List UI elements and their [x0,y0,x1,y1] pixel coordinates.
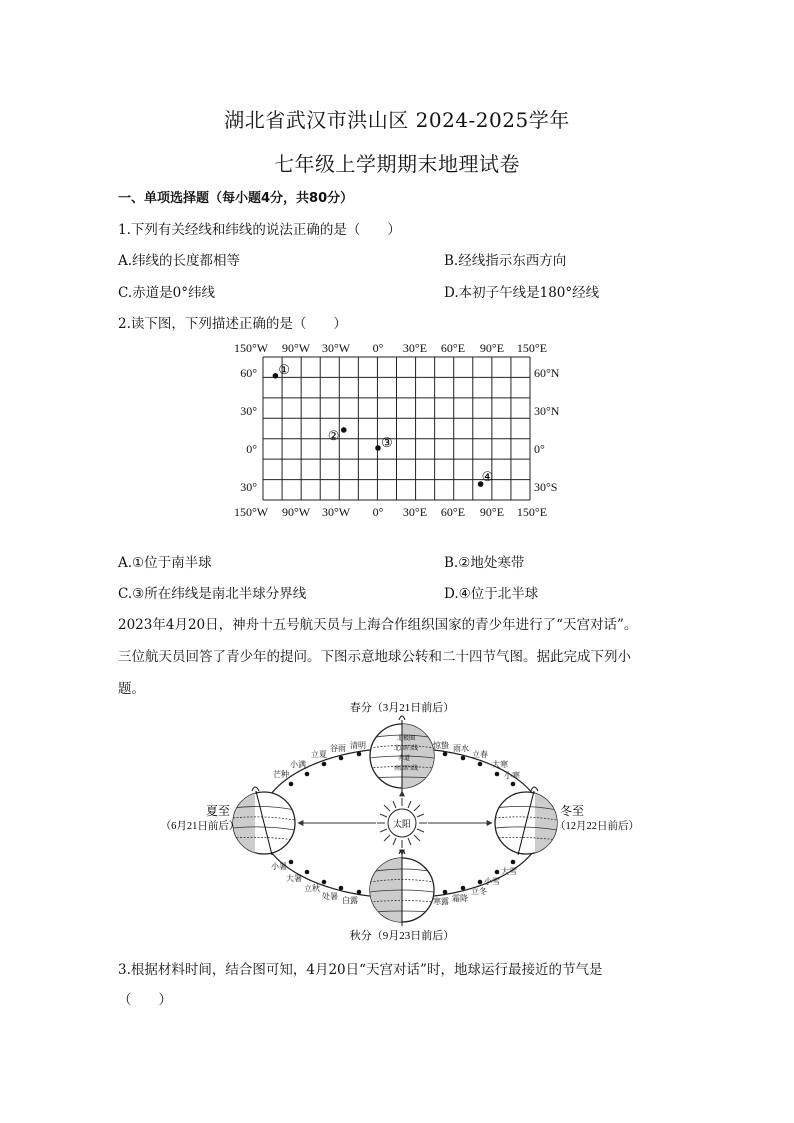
solar-term-dot [322,762,327,767]
solar-term-label: 霜降 [452,894,468,903]
solar-term-dot [357,752,362,757]
top-lon-label: 150°E [516,341,548,355]
passage-line-2: 三位航天员回答了青少年的提问。下图示意地球公转和二十四节气图。据此完成下列小 [118,649,631,665]
solar-term-dot [305,870,310,875]
solar-term-dot [289,860,294,865]
left-lat-label: 30° [240,480,257,494]
top-lon-label: 30°E [402,341,428,355]
solar-term-label: 雨水 [453,744,469,753]
earth-orbit-solar-terms-figure [140,698,660,948]
left-lat-label: 0° [246,442,257,456]
q2-stem: 2.读下图，下列描述正确的是（ ） [118,316,347,332]
autumn-equinox-label: 秋分（9月23日前后） [349,930,455,942]
sun-icon [377,798,427,848]
globe-label: 赤道 [397,756,411,762]
summer-solstice-globe [161,787,295,855]
q1-option-c: C.赤道是0°纬线 [118,285,215,301]
solar-term-label: 立冬 [471,887,487,896]
q1-option-a: A.纬线的长度都相等 [118,253,241,269]
q3-stem: 3.根据材料时间，结合图可知，4月20日“天宫对话”时，地球运行最接近的节气是 [118,962,603,978]
solar-term-dot [511,860,516,865]
bottom-lon-label: 150°E [516,505,548,519]
q2-option-c: C.③所在纬线是南北半球分界线 [118,586,307,602]
bottom-lon-label: 150°W [233,505,269,519]
bottom-lon-label: 60°E [440,505,466,519]
solar-term-dot [461,756,466,761]
q1-stem: 1.下列有关经线和纬线的说法正确的是（ ） [118,222,401,238]
solar-term-label: 谷雨 [330,744,346,753]
section-heading: 一、单项选择题（每小题4分，共80分） [118,191,354,206]
bottom-lon-label: 90°W [281,505,311,519]
solar-term-label: 白露 [342,896,358,905]
globe-label: 北回归线 [393,746,419,752]
top-lon-label: 30°W [321,341,351,355]
solar-term-label: 小暑 [271,862,287,871]
solar-term-label: 立春 [472,750,488,759]
solar-term-label: 立夏 [311,750,327,759]
solar-term-label: 处暑 [322,892,338,901]
q1-option-d: D.本初子午线是180°经线 [444,285,600,301]
summer-solstice-date: （6月21日前后） [160,821,240,832]
right-lat-label: 30°S [534,480,558,494]
solar-term-dot [443,752,448,757]
solar-term-dot [461,886,466,891]
solar-term-label: 大寒 [492,760,508,769]
winter-solstice-date: （12月22日前后） [555,821,639,832]
passage-line-1: 2023年4月20日，神舟十五号航天员与上海合作组织国家的青少年进行了“天宫对话”。 [118,617,638,633]
solar-term-dot [478,762,483,767]
solar-term-label: 大暑 [286,874,302,883]
solar-term-dot [339,886,344,891]
grid-point [273,373,279,379]
right-lat-label: 60°N [534,366,560,380]
top-lon-label: 0° [372,341,384,355]
solar-term-dot [495,772,500,777]
solar-term-label: 小寒 [504,771,520,780]
globe-label: 南回归线 [393,766,419,772]
passage-line-3: 题。 [118,681,145,697]
solar-term-dot [478,880,483,885]
lat-lon-grid-figure [225,337,565,523]
page-title: 湖北省武汉市洪山区 2024-2025学年 [224,108,570,132]
top-lon-label: 90°E [479,341,505,355]
right-lat-label: 0° [534,442,545,456]
spring-equinox-label: 春分（3月21日前后） [349,702,455,714]
top-lon-label: 60°E [440,341,466,355]
solar-term-dot [511,782,516,787]
q2-option-d: D.④位于北半球 [444,586,539,602]
solar-term-label: 寒露 [433,897,449,906]
winter-solstice-label: 冬至 [559,804,585,818]
solar-term-label: 小满 [290,760,306,769]
q2-option-a: A.①位于南半球 [118,555,212,571]
grid-point-label: ③ [381,435,393,450]
grid-point-label: ② [327,427,340,443]
grid-points [273,362,494,487]
grid-point-label: ④ [481,469,494,485]
solar-term-label: 小雪 [484,877,500,886]
solar-term-label: 惊蛰 [433,741,449,750]
left-lat-label: 60° [240,366,257,380]
q1-option-b: B.经线指示东西方向 [444,253,567,269]
solar-term-label: 大雪 [501,867,517,876]
solar-term-dot [339,756,344,761]
page-subtitle: 七年级上学期期末地理试卷 [274,152,520,176]
solar-term-dot [305,772,310,777]
left-lat-label: 30° [240,404,257,418]
grid-point [341,427,347,433]
bottom-lon-label: 30°W [321,505,351,519]
solar-term-label: 清明 [350,741,366,750]
bottom-lon-label: 0° [372,505,384,519]
solar-term-label: 立秋 [304,884,320,893]
solar-term-dot [289,782,294,787]
globe-label: 北极圈 [396,736,416,742]
solar-term-dot [357,890,362,895]
solar-term-dot [495,870,500,875]
bottom-lon-label: 30°E [402,505,428,519]
q2-option-b: B.②地处寒带 [444,555,525,571]
solar-term-label: 芒种 [273,770,289,779]
solar-term-dot [322,880,327,885]
solar-term-dot [443,890,448,895]
summer-solstice-label: 夏至 [205,804,231,818]
q3-answer-blank: （ ） [118,992,172,1008]
top-lon-label: 90°W [281,341,311,355]
grid-point [375,445,381,451]
top-lon-label: 150°W [233,341,269,355]
right-lat-label: 30°N [534,404,560,418]
winter-solstice-globe [495,787,639,855]
bottom-lon-label: 90°E [479,505,505,519]
grid-point-label: ① [278,361,291,377]
sun-label: 太阳 [392,819,412,829]
